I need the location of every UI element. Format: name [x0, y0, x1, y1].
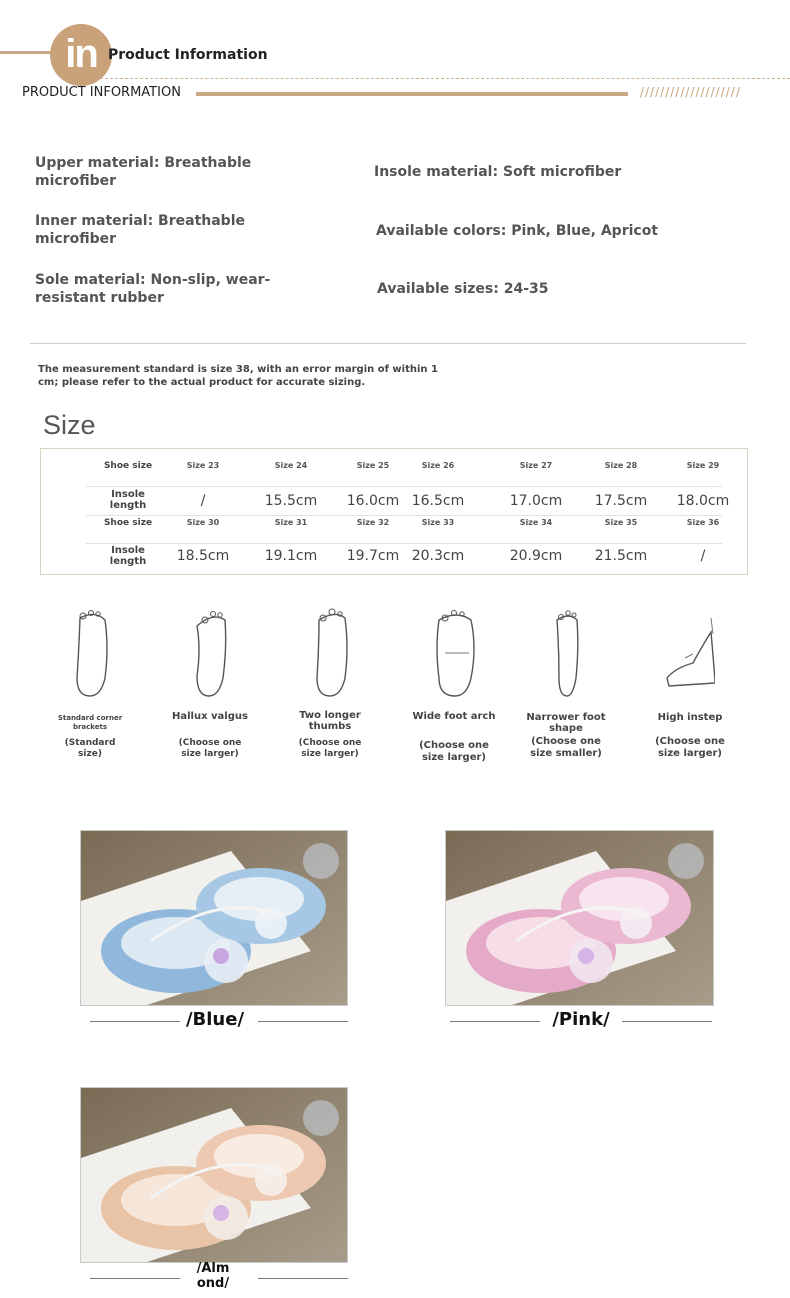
section-divider [30, 343, 746, 344]
foot-type-recommendation: (Choose one size larger) [655, 736, 725, 759]
foot-type-title: Standard corner brackets [57, 714, 123, 731]
insole-length-cell: 19.7cm [346, 548, 400, 564]
table-row-divider [86, 543, 722, 544]
info-available-sizes: Available sizes: 24-35 [377, 281, 549, 297]
caption-pink: /Pink/ [552, 1009, 610, 1030]
foot-shape-icon [541, 608, 591, 698]
shoe-image-pink [446, 831, 714, 1006]
info-insole-material: Insole material: Soft microfiber [374, 164, 622, 180]
caption-line [258, 1021, 348, 1022]
insole-length-cell: 18.5cm [176, 548, 230, 564]
foot-type-title: Narrower foot shape [526, 712, 606, 734]
foot-type-recommendation: (Choose one size larger) [298, 738, 362, 759]
foot-type-recommendation: (Choose one size larger) [419, 740, 489, 763]
foot-shape-icon [429, 608, 479, 698]
caption-line [90, 1278, 180, 1279]
info-upper-material: Upper material: Breathable microfiber [35, 155, 252, 189]
size-header-cell: Size 36 [686, 518, 720, 527]
caption-almond: /Alm ond/ [196, 1261, 230, 1291]
size-heading: Size [43, 410, 96, 440]
size-header-cell: Size 27 [519, 461, 553, 470]
size-header-cell: Size 23 [186, 461, 220, 470]
caption-line [450, 1021, 540, 1022]
insole-length-cell: 20.9cm [509, 548, 563, 564]
size-header-cell: Size 32 [356, 518, 390, 527]
shoe-image-blue [81, 831, 348, 1006]
foot-shape-icon [185, 608, 235, 698]
insole-length-cell: 15.5cm [264, 493, 318, 509]
foot-type-title: High instep [657, 712, 723, 723]
size-header-cell: Size 29 [686, 461, 720, 470]
shoe-photo-blue [80, 830, 348, 1006]
caption-line [622, 1021, 712, 1022]
foot-type-title: Wide foot arch [412, 711, 496, 722]
caption-line [90, 1021, 180, 1022]
size-header-cell: Size 24 [274, 461, 308, 470]
insole-length-cell: 16.0cm [346, 493, 400, 509]
label-insole-length: Insole length [109, 545, 147, 567]
insole-length-cell: / [700, 548, 706, 564]
label-shoe-size: Shoe size [103, 518, 153, 528]
foot-type-title: Two longer thumbs [299, 710, 361, 732]
info-available-colors: Available colors: Pink, Blue, Apricot [376, 223, 659, 239]
size-header-cell: Size 30 [186, 518, 220, 527]
foot-shape-icon [65, 608, 115, 698]
header-bar [196, 92, 628, 96]
shoe-photo-almond [80, 1087, 348, 1263]
label-shoe-size: Shoe size [103, 461, 153, 471]
size-header-cell: Size 35 [604, 518, 638, 527]
caption-blue: /Blue/ [185, 1009, 245, 1030]
shoe-photo-pink [445, 830, 714, 1006]
insole-length-cell: 19.1cm [264, 548, 318, 564]
insole-length-cell: 21.5cm [594, 548, 648, 564]
insole-length-cell: 17.0cm [509, 493, 563, 509]
measurement-note: The measurement standard is size 38, with an error margin of within 1 cm; please refer to the actual product for accurate sizing. [38, 364, 438, 388]
caption-line [258, 1278, 348, 1279]
header-logo-text: in [65, 32, 97, 76]
table-row-divider [86, 486, 722, 487]
insole-length-cell: 16.5cm [411, 493, 465, 509]
foot-type-title: Hallux valgus [172, 711, 248, 722]
header-dashed-divider [100, 78, 790, 79]
foot-shape-icon [665, 608, 715, 698]
foot-type-recommendation: (Standard size) [64, 738, 116, 759]
size-header-cell: Size 31 [274, 518, 308, 527]
foot-type-recommendation: (Choose one size larger) [178, 738, 242, 759]
header-title: Product Information [108, 47, 268, 63]
insole-length-cell: / [200, 493, 206, 509]
label-insole-length: Insole length [109, 489, 147, 511]
insole-length-cell: 17.5cm [594, 493, 648, 509]
header-subtitle: PRODUCT INFORMATION [22, 85, 181, 100]
shoe-image-almond [81, 1088, 348, 1263]
info-inner-material: Inner material: Breathable microfiber [35, 213, 245, 247]
table-row-divider [86, 515, 722, 516]
size-header-cell: Size 34 [519, 518, 553, 527]
size-header-cell: Size 25 [356, 461, 390, 470]
size-header-cell: Size 28 [604, 461, 638, 470]
size-header-cell: Size 33 [421, 518, 455, 527]
foot-type-recommendation: (Choose one size smaller) [530, 736, 602, 759]
header-slashes: //////////////////// [640, 85, 741, 99]
foot-shape-icon [305, 608, 355, 698]
size-header-cell: Size 26 [421, 461, 455, 470]
insole-length-cell: 20.3cm [411, 548, 465, 564]
info-sole-material: Sole material: Non-slip, wear-resistant rubber [35, 272, 271, 306]
insole-length-cell: 18.0cm [676, 493, 730, 509]
